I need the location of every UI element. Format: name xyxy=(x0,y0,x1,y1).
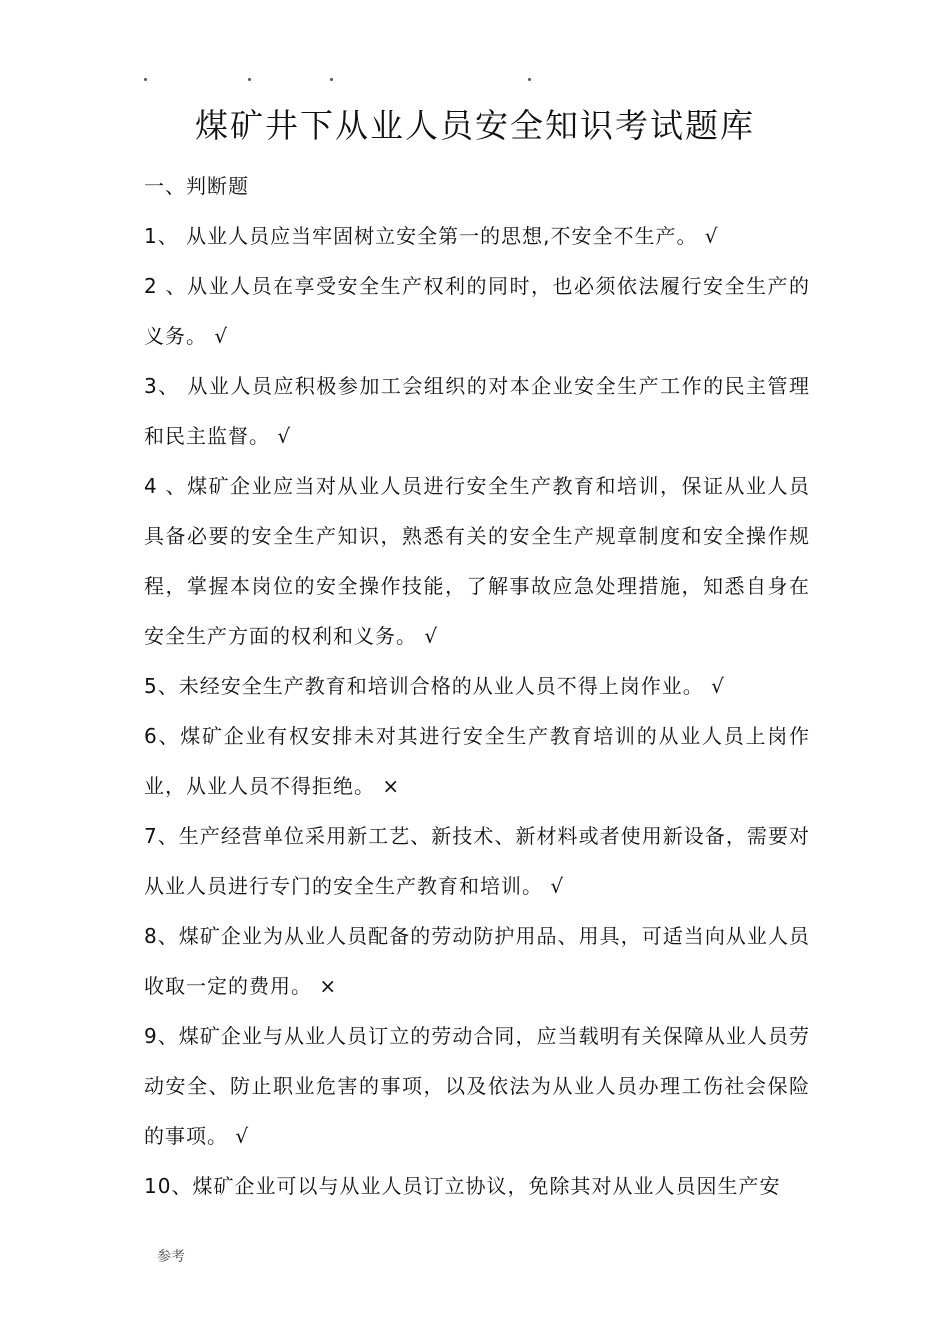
question-item-10: 10、煤矿企业可以与从业人员订立协议，免除其对从业人员因生产安 xyxy=(144,1174,781,1198)
document-title: 煤矿井下从业人员安全知识考试题库 xyxy=(195,106,755,145)
section-heading: 一、判断题 xyxy=(144,174,249,198)
question-item-4: 4 、煤矿企业应当对从业人员进行安全生产教育和培训，保证从业人员具备必要的安全生产知识，熟悉有关的安全生产规章制度和安全操作规程，掌握本岗位的安全操作技能，了解事故应急处理措施，知悉自身在安全生产方面的权利和义务。 √ xyxy=(144,474,810,648)
question-item-1: 1、 从业人员应当牢固树立安全第一的思想,不安全不生产。 √ xyxy=(144,224,719,248)
question-item-2: 2 、从业人员在享受安全生产权利的同时，也必须依法履行安全生产的义务。 √ xyxy=(144,274,810,348)
page-footer: 参考 xyxy=(157,1249,185,1265)
question-item-7: 7、生产经营单位采用新工艺、新技术、新材料或者使用新设备，需要对从业人员进行专门的安全生产教育和培训。 √ xyxy=(144,824,810,898)
question-item-3: 3、 从业人员应积极参加工会组织的对本企业安全生产工作的民主管理和民主监督。 √ xyxy=(144,374,810,448)
question-item-9: 9、煤矿企业与从业人员订立的劳动合同，应当载明有关保障从业人员劳动安全、防止职业危害的事项，以及依法为从业人员办理工伤社会保险的事项。 √ xyxy=(144,1024,810,1148)
question-item-6: 6、煤矿企业有权安排未对其进行安全生产教育培训的从业人员上岗作业，从业人员不得拒绝。 × xyxy=(144,724,810,798)
question-item-8: 8、煤矿企业为从业人员配备的劳动防护用品、用具，可适当向从业人员收取一定的费用。 × xyxy=(144,924,810,998)
header-dots xyxy=(144,78,544,88)
document-body xyxy=(144,161,810,1211)
question-item-5: 5、未经安全生产教育和培训合格的从业人员不得上岗作业。 √ xyxy=(144,674,725,698)
